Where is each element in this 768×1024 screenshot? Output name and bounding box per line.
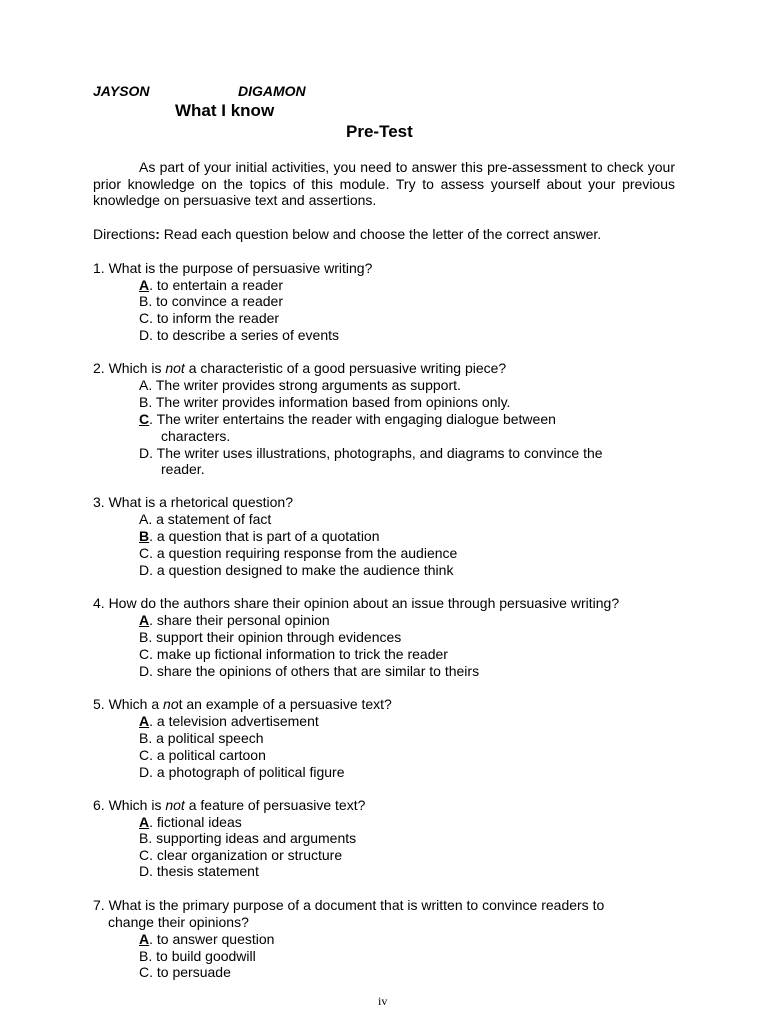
- selected-answer-mark: A: [139, 277, 150, 293]
- question-4-stem: 4. How do the authors share their opinion about an issue through persuasive writing?: [93, 595, 620, 611]
- test-title: Pre-Test: [346, 122, 413, 141]
- directions-colon: :: [155, 226, 160, 242]
- question-7-option-c: C. to persuade: [139, 964, 231, 980]
- directions-label: Directions: [93, 226, 156, 242]
- question-4-option-c: C. make up fictional information to trick the reader: [139, 646, 448, 662]
- question-2-option-b: B. The writer provides information based from opinions only.: [139, 394, 511, 410]
- question-2-option-a: A. The writer provides strong arguments as support.: [139, 377, 461, 393]
- question-5-option-b: B. a political speech: [139, 730, 264, 746]
- question-6-option-b: B. supporting ideas and arguments: [139, 830, 357, 846]
- question-2-option-d: D. The writer uses illustrations, photographs, and diagrams to convince the: [139, 445, 603, 461]
- question-3-option-a: A. a statement of fact: [139, 511, 272, 527]
- question-5-option-a: A. a television advertisement: [139, 713, 319, 729]
- selected-answer-mark: A: [139, 931, 150, 947]
- selected-answer-mark: A: [139, 612, 150, 628]
- question-3-option-d: D. a question designed to make the audience think: [139, 562, 454, 578]
- question-6-stem: 6. Which is not a feature of persuasive text?: [93, 797, 366, 813]
- question-3-option-b: B. a question that is part of a quotation: [139, 528, 380, 544]
- question-2-option-c: C. The writer entertains the reader with engaging dialogue between: [139, 411, 556, 427]
- question-1-option-d: D. to describe a series of events: [139, 327, 339, 343]
- question-7-stem: 7. What is the primary purpose of a document that is written to convince readers to: [93, 897, 605, 913]
- student-last-name: DIGAMON: [238, 83, 306, 99]
- intro-text: As part of your initial activities, you need to answer this pre-assessment to check your prior knowledge on the topics of this module. Try to assess yourself about your previous knowledge on persuasive text and assertions.: [93, 159, 675, 209]
- question-7-option-a: A. to answer question: [139, 931, 275, 947]
- question-1-stem: 1. What is the purpose of persuasive writing?: [93, 260, 373, 276]
- question-2-option-d-continued: reader.: [161, 461, 205, 477]
- question-6-option-a: A. fictional ideas: [139, 814, 242, 830]
- question-4-option-a: A. share their personal opinion: [139, 612, 330, 628]
- directions: [93, 226, 601, 243]
- student-first-name: JAYSON: [93, 83, 150, 99]
- selected-answer-mark: A: [139, 713, 150, 729]
- question-6-option-d: D. thesis statement: [139, 863, 259, 879]
- selected-answer-mark: B: [139, 528, 150, 544]
- question-3-option-c: C. a question requiring response from the audience: [139, 545, 458, 561]
- question-2-stem: 2. Which is not a characteristic of a good persuasive writing piece?: [93, 360, 507, 376]
- question-1-option-c: C. to inform the reader: [139, 310, 280, 326]
- question-6-option-c: C. clear organization or structure: [139, 847, 343, 863]
- question-3-stem: 3. What is a rhetorical question?: [93, 494, 293, 510]
- question-1-option-b: B. to convince a reader: [139, 293, 283, 309]
- page-number: iv: [378, 994, 388, 1008]
- selected-answer-mark: A: [139, 814, 150, 830]
- section-title: What I know: [175, 101, 275, 120]
- question-5-option-c: C. a political cartoon: [139, 747, 266, 763]
- question-1-option-a: A. to entertain a reader: [139, 277, 283, 293]
- question-7-option-b: B. to build goodwill: [139, 948, 256, 964]
- intro-paragraph: [93, 159, 675, 209]
- question-7-stem-continued: change their opinions?: [108, 914, 249, 930]
- directions-text: Read each question below and choose the letter of the correct answer.: [159, 226, 602, 242]
- question-4-option-b: B. support their opinion through evidences: [139, 629, 402, 645]
- question-4-option-d: D. share the opinions of others that are similar to theirs: [139, 663, 480, 679]
- question-5-stem: 5. Which a not an example of a persuasive text?: [93, 696, 392, 712]
- question-5-option-d: D. a photograph of political figure: [139, 764, 345, 780]
- selected-answer-mark: C: [139, 411, 150, 427]
- question-2-option-c-continued: characters.: [161, 428, 231, 444]
